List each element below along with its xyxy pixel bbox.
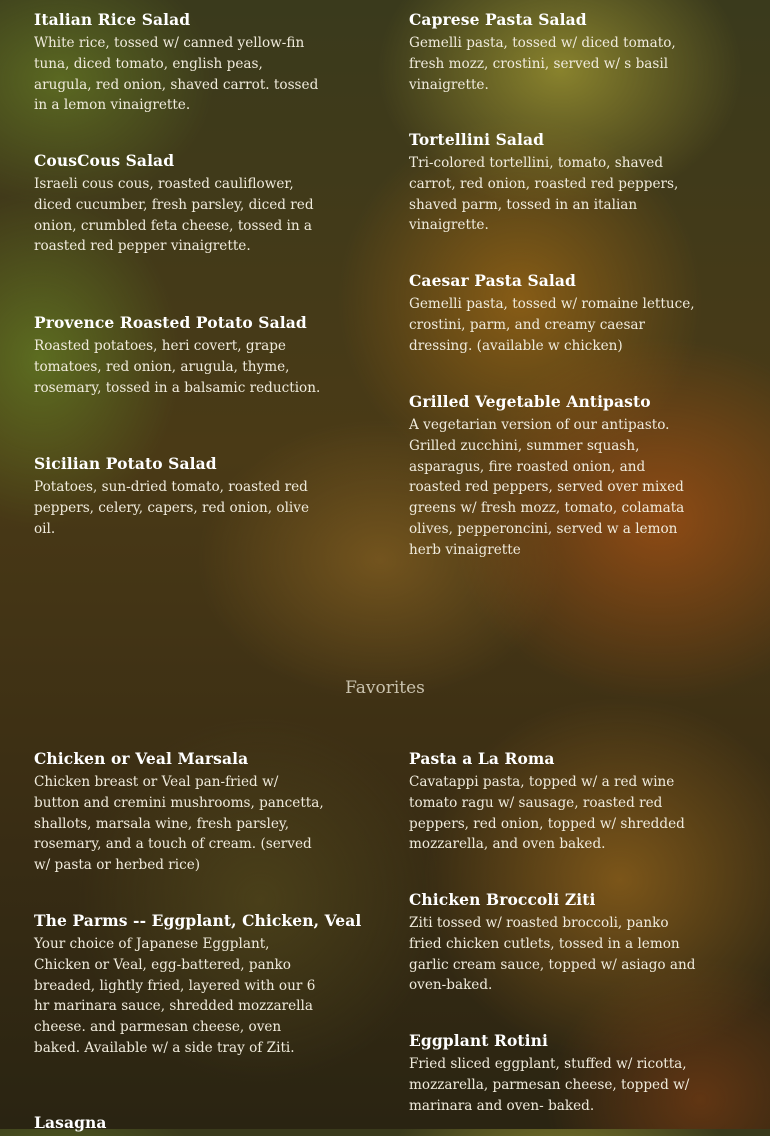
menu-item-name: Italian Rice Salad — [34, 10, 191, 29]
menu-item-name: Provence Roasted Potato Salad — [34, 313, 307, 332]
menu-item-description: Fried sliced eggplant, stuffed w/ ricotta, mozzarella, parmesan cheese, topped w/ marinara and oven- baked. — [409, 1056, 690, 1114]
menu-item-name: The Parms -- Eggplant, Chicken, Veal — [34, 911, 362, 930]
menu-item-description: Cavatappi pasta, topped w/ a red wine tomato ragu w/ sausage, roasted red peppers, red onion, topped w/ shredded mozzarella, and oven baked. — [409, 774, 685, 853]
menu-item-name: Grilled Vegetable Antipasto — [409, 392, 651, 411]
menu-item-caprese-pasta-salad — [409, 10, 699, 95]
menu-item-tortellini-salad — [409, 130, 699, 236]
menu-item-name: Pasta a La Roma — [409, 749, 555, 768]
menu-item-chicken-broccoli-ziti — [409, 890, 699, 996]
menu-item-name: Chicken Broccoli Ziti — [409, 890, 596, 909]
menu-item-caesar-pasta-salad — [409, 271, 699, 356]
menu-item-name: Caesar Pasta Salad — [409, 271, 576, 290]
menu-item-lasagna — [34, 1113, 324, 1136]
menu-item-description: A vegetarian version of our antipasto. Grilled zucchini, summer squash, asparagus, fire roasted onion, and roasted red peppers, served over mixed greens w/ fresh mozz, tomato, colamata olives, pepperoncini, served w a lemon herb vinaigrette — [409, 417, 685, 558]
menu-item-name: Sicilian Potato Salad — [34, 454, 217, 473]
menu-item-description: Roasted potatoes, heri covert, grape tomatoes, red onion, arugula, thyme, rosemary, tossed in a balsamic reduction. — [34, 338, 321, 396]
menu-item-description: Tri-colored tortellini, tomato, shaved carrot, red onion, roasted red peppers, shaved parm, tossed in an italian vinaigrette. — [409, 155, 679, 234]
menu-item-name: Chicken or Veal Marsala — [34, 749, 249, 768]
menu-item-grilled-vegetable-antipasto — [409, 392, 699, 561]
menu-item-eggplant-rotini — [409, 1031, 699, 1116]
menu-item-description: Chicken breast or Veal pan-fried w/ button and cremini mushrooms, pancetta, shallots, marsala wine, fresh parsley, rosemary, and a touch of cream. (served w/ pasta or herbed rice) — [34, 774, 324, 874]
menu-item-sicilian-potato-salad — [34, 454, 324, 539]
menu-item-name: Caprese Pasta Salad — [409, 10, 587, 29]
menu-item-description: Gemelli pasta, tossed w/ diced tomato, fresh mozz, crostini, served w/ s basil vinaigrette. — [409, 35, 676, 93]
menu-item-the-parms — [34, 911, 362, 1059]
menu-item-description: Your choice of Japanese Eggplant, Chicken or Veal, egg-battered, panko breaded, lightly fried, layered with our 6 hr marinara sauce, shredded mozzarella cheese. and parmesan cheese, oven baked. Available w/ a side tray of Ziti. — [34, 936, 316, 1056]
menu-item-couscous-salad — [34, 151, 324, 257]
menu-item-description: White rice, tossed w/ canned yellow-fin tuna, diced tomato, english peas, arugula, red onion, shaved carrot. tossed in a lemon vinaigrette. — [34, 35, 319, 114]
menu-item-italian-rice-salad — [34, 10, 324, 116]
menu-item-description: Gemelli pasta, tossed w/ romaine lettuce, crostini, parm, and creamy caesar dressing. (available w chicken) — [409, 296, 695, 354]
menu-item-chicken-or-veal-marsala — [34, 749, 324, 876]
menu-item-description: Israeli cous cous, roasted cauliflower, diced cucumber, fresh parsley, diced red onion, crumbled feta cheese, tossed in a roasted red pepper vinaigrette. — [34, 176, 314, 255]
menu-item-name: Lasagna — [34, 1113, 107, 1132]
menu-item-name: Tortellini Salad — [409, 130, 545, 149]
menu-item-provence-roasted-potato-salad — [34, 313, 324, 398]
menu-item-name: CousCous Salad — [34, 151, 175, 170]
menu-item-name: Eggplant Rotini — [409, 1031, 549, 1050]
section-title-favorites: Favorites — [345, 678, 425, 698]
menu-item-pasta-a-la-roma — [409, 749, 699, 855]
menu-item-description: Ziti tossed w/ roasted broccoli, panko fried chicken cutlets, tossed in a lemon garlic cream sauce, topped w/ asiago and oven-baked. — [409, 915, 696, 994]
menu-item-description: Potatoes, sun-dried tomato, roasted red peppers, celery, capers, red onion, olive oil. — [34, 479, 309, 537]
